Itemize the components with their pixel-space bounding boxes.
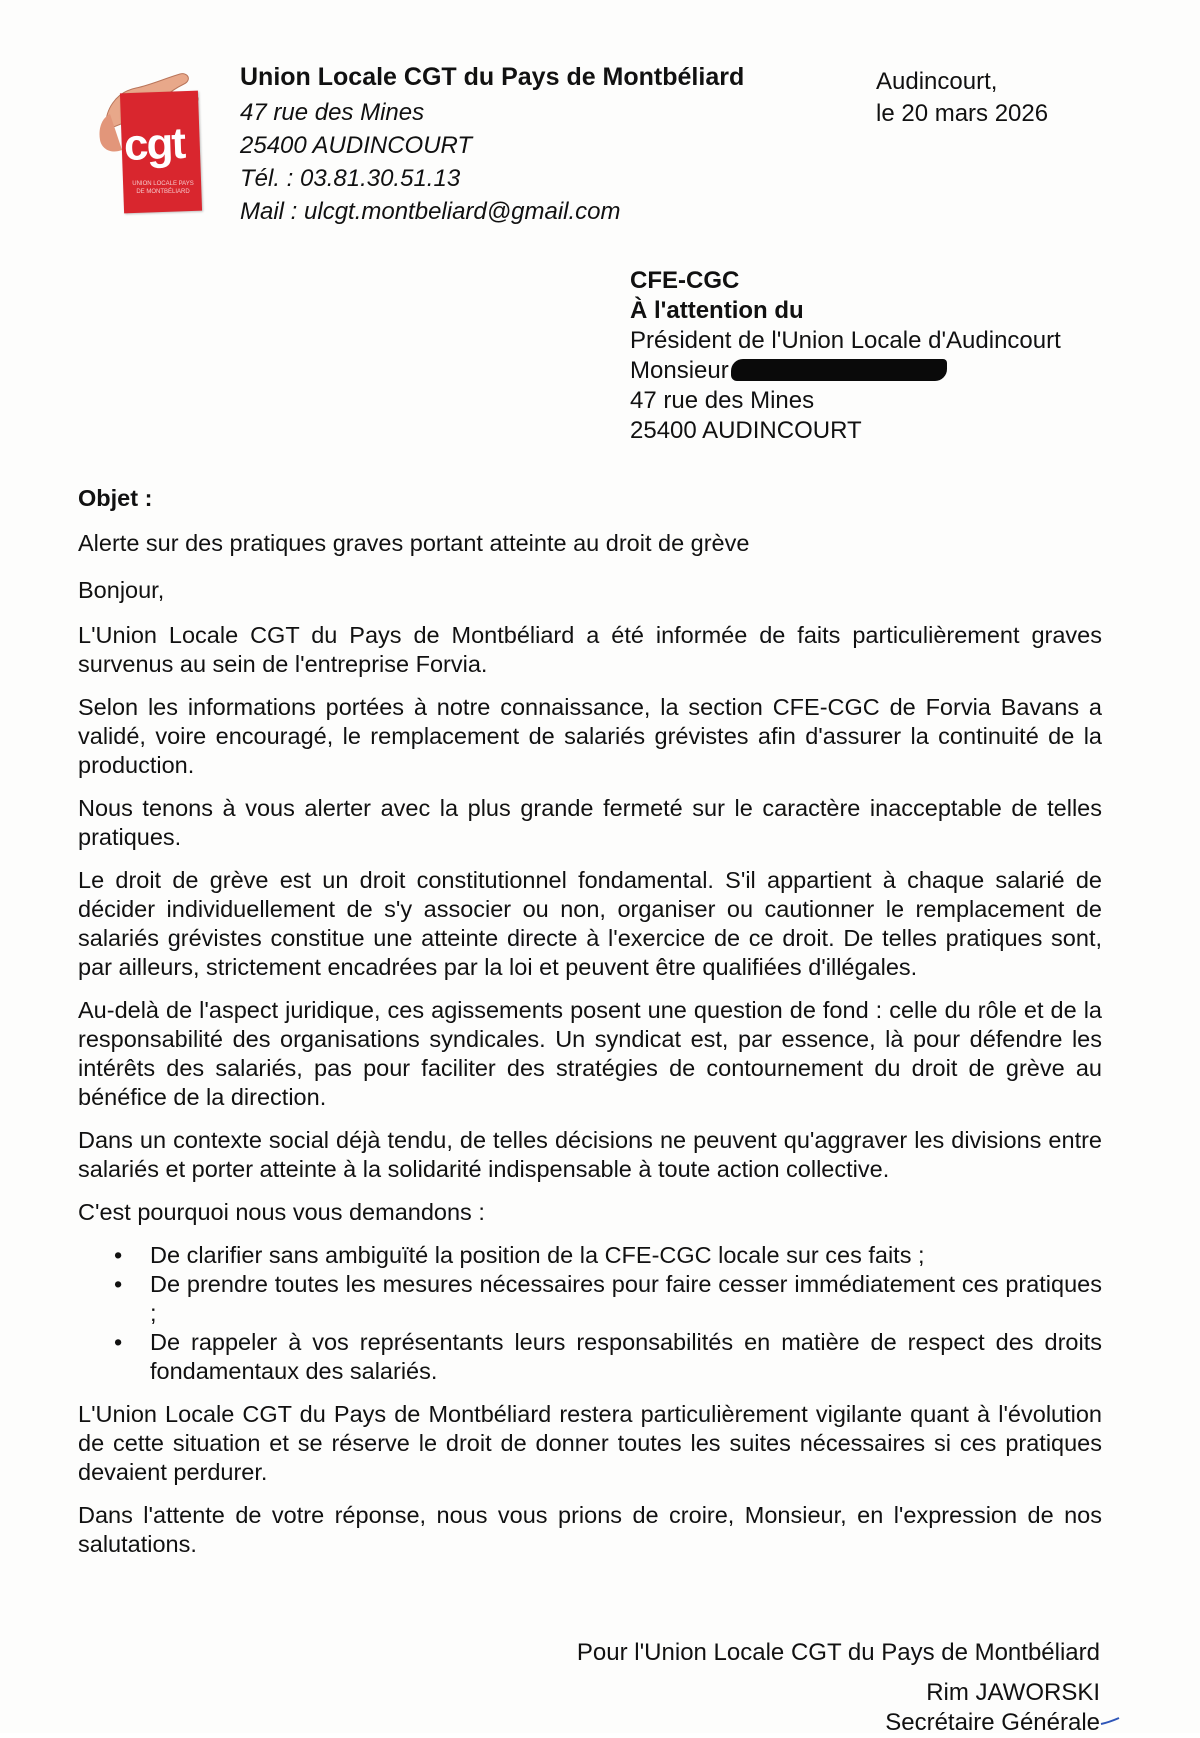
bullet-icon: • bbox=[114, 1329, 123, 1355]
paragraph: Au-delà de l'aspect juridique, ces agissements posent une question de fond : celle du rôle et de la responsabilité des organisations syndicales. Un syndicat est, par essence, là pour défendre les intérêts des salariés, pas pour faciliter des stratégies de contournement du droit de grève au bénéfice de la direction. bbox=[78, 997, 1102, 1110]
paragraph: C'est pourquoi nous vous demandons : bbox=[78, 1199, 485, 1225]
demand-text: De prendre toutes les mesures nécessaires pour faire cesser immédiatement ces pratiques ; bbox=[150, 1271, 1102, 1326]
bullet-icon: • bbox=[114, 1242, 123, 1268]
cgt-logo bbox=[88, 62, 216, 232]
recipient-address-line1: 47 rue des Mines bbox=[630, 387, 815, 414]
demand-text: De rappeler à vos représentants leurs responsabilités en matière de respect des droits fondamentaux des salariés. bbox=[150, 1329, 1102, 1384]
signatory-name: Rim JAWORSKI bbox=[926, 1679, 1100, 1706]
logo-subtext: UNION LOCALE PAYS DE MONTBÉLIARD bbox=[132, 181, 194, 195]
signature-on-behalf: Pour l'Union Locale CGT du Pays de Montbéliard bbox=[576, 1639, 1100, 1666]
paragraph: Le droit de grève est un droit constitutionnel fondamental. S'il appartient à chaque salarié de décider individuellement de s'y associer ou non, organiser ou cautionner le remplacement de salariés grévistes constitue une atteinte directe à l'exercice de ce droit. De telles pratiques sont, par ailleurs, strictement encadrées par la loi et peuvent être qualifiées d'illégales. bbox=[78, 867, 1102, 980]
paragraph: Dans un contexte social déjà tendu, de telles décisions ne peuvent qu'aggraver les divisions entre salariés et porter atteinte à la solidarité indispensable à toute action collective. bbox=[78, 1127, 1102, 1182]
paragraph: Nous tenons à vous alerter avec la plus grande fermeté sur le caractère inacceptable de telles pratiques. bbox=[78, 795, 1102, 850]
subject-text: Alerte sur des pratiques graves portant atteinte au droit de grève bbox=[78, 530, 750, 556]
signatory-role: Secrétaire Générale bbox=[885, 1709, 1100, 1736]
recipient-name-line bbox=[630, 356, 1061, 386]
list-item bbox=[78, 1241, 1102, 1270]
signature-block bbox=[885, 1678, 1100, 1738]
sender-address-line2: 25400 AUDINCOURT bbox=[240, 132, 473, 159]
sender-name: Union Locale CGT du Pays de Montbéliard bbox=[240, 63, 745, 91]
list-item bbox=[78, 1328, 1102, 1386]
greeting: Bonjour, bbox=[78, 577, 165, 603]
recipient-org: CFE-CGC bbox=[630, 267, 740, 294]
paragraph: L'Union Locale CGT du Pays de Montbéliard a été informée de faits particulièrement graves survenus au sein de l'entreprise Forvia. bbox=[78, 622, 1102, 677]
list-item bbox=[78, 1270, 1102, 1328]
sender-address-line1: 47 rue des Mines bbox=[240, 99, 425, 126]
closing-paragraph: L'Union Locale CGT du Pays de Montbéliard restera particulièrement vigilante quant à l'évolution de cette situation et se réserve le droit de donner toutes les suites nécessaires si ces pratiques devaient perdurer. bbox=[78, 1401, 1102, 1485]
recipient-block bbox=[630, 266, 1061, 446]
paragraph: Selon les informations portées à notre connaissance, la section CFE-CGC de Forvia Bavans a validé, voire encouragé, le remplacement de salariés grévistes afin d'assurer la continuité de la production. bbox=[78, 694, 1102, 778]
logo-wordmark: cgt bbox=[123, 118, 185, 171]
bullet-icon: • bbox=[114, 1271, 123, 1297]
demand-text: De clarifier sans ambiguïté la position de la CFE-CGC locale sur ces faits ; bbox=[150, 1242, 925, 1268]
redaction-mark bbox=[731, 359, 947, 381]
date-place: Audincourt, bbox=[876, 68, 998, 95]
recipient-salutation: Monsieur bbox=[630, 357, 729, 384]
recipient-title: Président de l'Union Locale d'Audincourt bbox=[630, 327, 1061, 354]
signature-stroke-icon bbox=[1100, 1716, 1120, 1726]
subject-label: Objet : bbox=[78, 485, 153, 511]
demands-list bbox=[78, 1241, 1102, 1386]
date-value: le 20 mars 2026 bbox=[876, 100, 1049, 127]
date-block bbox=[876, 66, 1048, 130]
recipient-address-line2: 25400 AUDINCOURT bbox=[630, 417, 862, 444]
closing-paragraph: Dans l'attente de votre réponse, nous vous prions de croire, Monsieur, en l'expression de nos salutations. bbox=[78, 1502, 1102, 1557]
letter-body bbox=[78, 484, 1102, 1573]
sender-block bbox=[240, 62, 744, 228]
sender-email: Mail : ulcgt.montbeliard@gmail.com bbox=[240, 198, 621, 225]
recipient-attention: À l'attention du bbox=[630, 297, 804, 324]
sender-phone: Tél. : 03.81.30.51.13 bbox=[240, 165, 461, 192]
